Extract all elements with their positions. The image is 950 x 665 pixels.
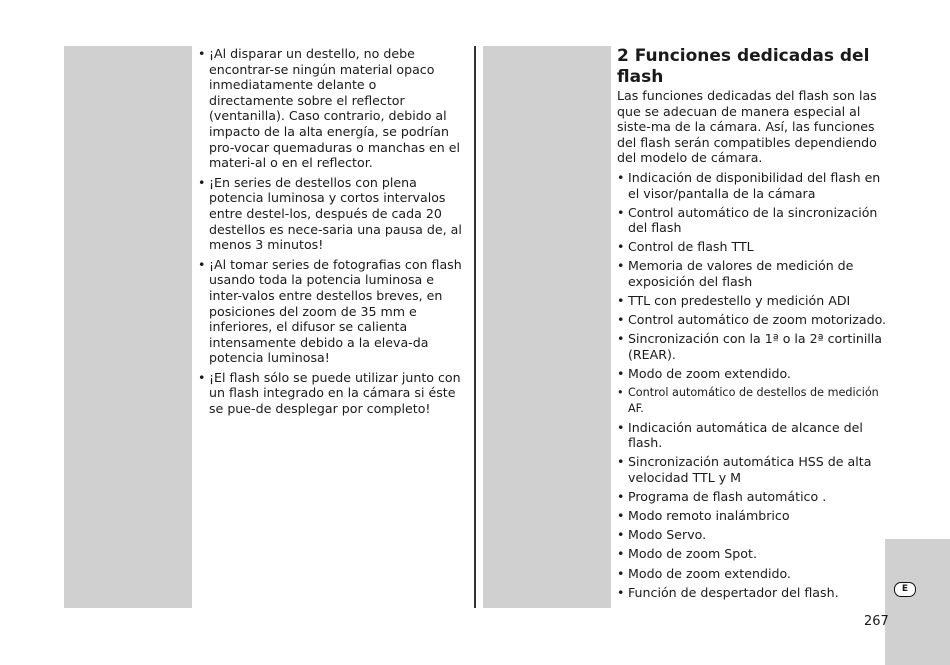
list-item: • Sincronización automática HSS de alta velocidad TTL y M (617, 454, 889, 485)
features-list (617, 170, 889, 600)
list-item: • Modo remoto inalámbrico (617, 508, 889, 524)
list-item: • Función de despertador del flash. (617, 585, 889, 601)
list-item: • Indicación automática de alcance del flash. (617, 420, 889, 451)
list-item: • Sincronización con la 1ª o la 2ª cortinilla (REAR). (617, 331, 889, 362)
list-item: • ¡En series de destellos con plena potencia luminosa y cortos intervalos entre destel-los, después de cada 20 destellos es nece-saria una pausa de, al menos 3 minutos! (198, 175, 464, 253)
list-item: • TTL con predestello y medición ADI (617, 293, 889, 309)
list-item: • Indicación de disponibilidad del flash en el visor/pantalla de la cámara (617, 170, 889, 201)
left-column (198, 46, 464, 421)
list-item: • Control automático de la sincronización del flash (617, 205, 889, 236)
list-item: • Modo de zoom extendido. (617, 366, 889, 382)
list-item: • ¡El flash sólo se puede utilizar junto con un flash integrado en la cámara si éste se pue-de desplegar por completo! (198, 370, 464, 417)
right-column (617, 46, 889, 604)
language-tab-bar (885, 539, 950, 665)
list-item: • Control automático de destellos de medición AF. (617, 385, 889, 416)
left-margin-bar (64, 46, 192, 608)
language-badge: E (894, 582, 916, 597)
list-item: • Modo Servo. (617, 527, 889, 543)
list-item: • Control de flash TTL (617, 239, 889, 255)
list-item: • Modo de zoom extendido. (617, 566, 889, 582)
intro-paragraph: Las funciones dedicadas del flash son las que se adecuan de manera especial al siste-ma de la cámara. Así, las funciones del flash serán compatibles dependiendo del modelo de cámara. (617, 88, 877, 166)
right-margin-bar (483, 46, 611, 608)
list-item: • ¡Al disparar un destello, no debe encontrar-se ningún material opaco inmediatamente delante o directamente sobre el reflector (ventanilla). Caso contrario, debido al impacto de la alta energía, se podrían pro-vocar quemaduras o manchas en el materi-al o en el reflector. (198, 46, 464, 171)
list-item: • Control automático de zoom motorizado. (617, 312, 889, 328)
list-item: • Modo de zoom Spot. (617, 546, 889, 562)
column-divider (474, 46, 476, 608)
left-bullet-list (198, 46, 464, 417)
section-heading: 2 Funciones dedicadas del flash (617, 46, 870, 87)
list-item: • Memoria de valores de medición de exposición del flash (617, 258, 889, 289)
list-item: • ¡Al tomar series de fotograﬁas con flash usando toda la potencia luminosa e inter-valos entre destellos breves, en posiciones del zoom de 35 mm e inferiores, el difusor se calienta intensamente debido a la eleva-da potencia luminosa! (198, 257, 464, 366)
list-item: • Programa de flash automático . (617, 489, 889, 505)
page-number: 267 (864, 614, 889, 629)
